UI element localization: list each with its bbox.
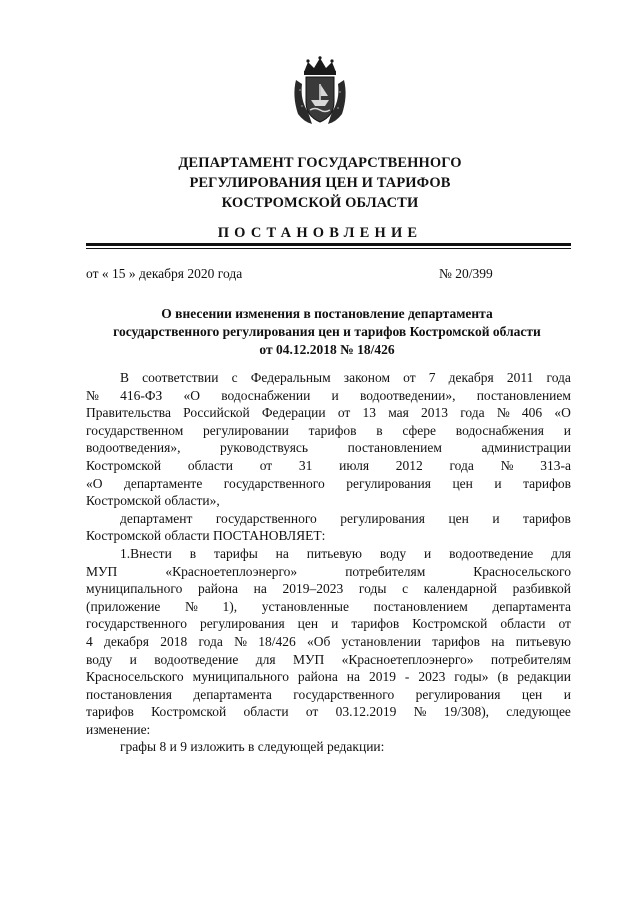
paragraph-legal-basis [86, 369, 571, 510]
word: области [187, 457, 233, 473]
word: регулировании [203, 422, 289, 438]
word: области [500, 616, 546, 632]
word: области [243, 704, 289, 720]
word: для [255, 651, 276, 667]
word: департамент [120, 510, 193, 526]
word: руководствуясь [220, 440, 309, 456]
document-date: от « 15 » декабря 2020 года [86, 266, 243, 281]
word: Федеральным [250, 370, 331, 385]
word: установленные [261, 598, 349, 614]
word: водоотведении», [359, 387, 456, 403]
department-name-line: КОСТРОМСКОЙ ОБЛАСТИ [221, 195, 419, 211]
header-rule-thick [86, 243, 571, 246]
word: цен [452, 475, 473, 491]
word: Российской [183, 405, 250, 421]
document-number: № 20/399 [439, 266, 493, 281]
text-line [86, 563, 571, 581]
word: потребителям [490, 651, 571, 667]
word: Правительства [86, 405, 171, 421]
word: цен [297, 616, 319, 632]
word: МУП [292, 651, 325, 667]
text-line: Костромской области ПОСТАНОВЛЯЕТ: [86, 528, 326, 544]
word: - [404, 669, 410, 685]
word: и [563, 422, 571, 438]
word: 2018 [160, 633, 188, 649]
word: потребителям [345, 563, 426, 579]
text-line [86, 475, 571, 493]
word: года [449, 457, 474, 473]
word: от [259, 457, 273, 473]
text-line: графы 8 и 9 изложить в следующей редакции: [120, 739, 385, 755]
department-name [0, 153, 640, 213]
word: регулирования [199, 616, 285, 632]
word: на [275, 545, 289, 561]
text-line [86, 510, 571, 528]
department-name-line: ДЕПАРТАМЕНТ ГОСУДАРСТВЕННОГО [178, 155, 462, 171]
word: с [402, 581, 409, 597]
word: муниципального [192, 669, 289, 685]
word: Красносельского [86, 669, 184, 685]
word: от [403, 370, 416, 385]
text-line [86, 545, 571, 563]
word: № [234, 633, 247, 649]
word: тарифов [523, 510, 571, 526]
word: 406 [521, 405, 543, 421]
word: МУП [86, 563, 118, 579]
word: тарифов [86, 704, 134, 720]
word: № [185, 598, 198, 614]
word: № [496, 405, 510, 421]
word: и [563, 686, 571, 702]
word: государственного [223, 475, 325, 491]
word: государственного [293, 686, 395, 702]
word: календарной [423, 581, 497, 597]
word: постановления [86, 686, 172, 702]
text-line [86, 404, 571, 422]
word: редакции [517, 669, 571, 685]
word: декабря [448, 370, 494, 385]
word: «О [183, 387, 200, 403]
word: администрации [481, 440, 571, 456]
word: годы [358, 581, 387, 597]
word: тарифов [523, 475, 571, 491]
word: от [305, 704, 319, 720]
text-line [86, 633, 571, 651]
word: Костромской [86, 457, 162, 473]
word: № [413, 704, 427, 720]
text-line [86, 369, 571, 387]
word: и [492, 510, 500, 526]
word: водоотведение [449, 545, 534, 561]
word: департамента [193, 686, 272, 702]
word: воду [379, 545, 407, 561]
word: В [120, 370, 130, 385]
word: постановлением [373, 598, 468, 614]
word: государственного [215, 510, 317, 526]
text-line [86, 439, 571, 457]
word: и [494, 475, 502, 491]
word: цен [521, 686, 543, 702]
word: декабря [103, 633, 150, 649]
text-line [86, 387, 571, 405]
word: тарифов [432, 633, 481, 649]
paragraph-columns-instruction [86, 738, 571, 756]
document-subject [60, 305, 594, 359]
word: и [424, 545, 432, 561]
word: водоснабжении [221, 387, 311, 403]
word: Красносельского [473, 563, 571, 579]
word: «Об [306, 633, 331, 649]
word: и [331, 616, 339, 632]
word: от [558, 616, 571, 632]
text-line [86, 686, 571, 704]
word: года [460, 405, 485, 421]
document-type-title: ПОСТАНОВЛЕНИЕ [217, 225, 423, 241]
word: 7 [428, 370, 436, 385]
document-body [86, 369, 571, 756]
word: водоотведение [154, 651, 239, 667]
word: департамента [492, 598, 571, 614]
word: законом [343, 370, 391, 385]
subject-line: государственного регулирования цен и тарифов Костромской области [113, 324, 541, 339]
paragraph-item-1 [86, 545, 571, 739]
word: регулирования [340, 510, 425, 526]
word: Федерации [261, 405, 326, 421]
word: следующее [506, 704, 571, 720]
word: 2023 [418, 669, 446, 685]
text-line [86, 598, 571, 616]
word: на [253, 581, 267, 597]
word: в [376, 422, 383, 438]
word: регулирования [346, 475, 431, 491]
word: и [331, 387, 339, 403]
word: муниципального [86, 581, 183, 597]
word: 2013 [421, 405, 449, 421]
word: года [546, 370, 571, 385]
word: 18/426 [258, 633, 296, 649]
department-name-line: РЕГУЛИРОВАНИЯ ЦЕН И ТАРИФОВ [189, 175, 451, 191]
word: района [297, 669, 338, 685]
word: разбивкой [512, 581, 571, 597]
word: «О [554, 405, 571, 421]
word: 03.12.2019 [335, 704, 397, 720]
word: на [491, 633, 505, 649]
text-line [86, 668, 571, 686]
word: года [198, 633, 223, 649]
word: от [337, 405, 351, 421]
text-line: Костромской области», [86, 493, 220, 509]
text-line [86, 651, 571, 669]
word: водоснабжения [455, 422, 544, 438]
text-line [86, 580, 571, 598]
word: (в [497, 669, 509, 685]
text-line [86, 615, 571, 633]
word: июля [339, 457, 370, 473]
subject-line: О внесении изменения в постановление департамента [161, 306, 493, 321]
word: 31 [298, 457, 313, 473]
text-line [86, 457, 571, 475]
word: постановлением [347, 440, 442, 456]
paragraph-resolves [86, 510, 571, 545]
word: 1.Внести [120, 545, 172, 561]
word: тарифов [351, 616, 400, 632]
subject-line: от 04.12.2018 № 18/426 [259, 342, 395, 357]
word: 2011 [506, 370, 534, 385]
word: 313-а [540, 457, 571, 473]
word: 13 [362, 405, 376, 421]
word: департаменте [123, 475, 203, 491]
word: цен [448, 510, 469, 526]
header-rule-thin [86, 248, 571, 249]
word: № [500, 457, 514, 473]
word: государственном [86, 422, 184, 438]
word: тарифы [213, 545, 258, 561]
word: «Красноетеплоэнерго» [165, 563, 298, 579]
word: 416-ФЗ [120, 387, 163, 403]
word: Костромской [412, 616, 488, 632]
kostroma-coat-of-arms-icon [290, 56, 350, 126]
word: «Красноетеплоэнерго» [341, 651, 474, 667]
word: и [129, 651, 137, 667]
word: 2012 [395, 457, 423, 473]
word: 19/308), [443, 704, 490, 720]
word: мая [388, 405, 409, 421]
word: (приложение [86, 598, 161, 614]
word: государственного [86, 616, 187, 632]
word: воду [86, 651, 113, 667]
word: на [346, 669, 360, 685]
word: соответствии [142, 370, 219, 385]
word: с [231, 370, 238, 385]
word: для [551, 545, 571, 561]
word: водоотведения», [86, 440, 181, 456]
word: постановлением [476, 387, 571, 403]
word: питьевую [306, 545, 363, 561]
word: «О [86, 475, 103, 491]
text-line: изменение: [86, 721, 151, 737]
text-line [86, 703, 571, 721]
word: сфере [402, 422, 437, 438]
word: регулирования [415, 686, 501, 702]
word: в [189, 545, 197, 561]
word: 1), [222, 598, 238, 614]
word: годы» [454, 669, 489, 685]
word: 2019 [368, 669, 396, 685]
word: 2019–2023 [282, 581, 344, 597]
word: 4 [86, 633, 93, 649]
word: тарифов [308, 422, 357, 438]
word: № [86, 387, 99, 403]
word: Костромской [151, 704, 227, 720]
word: района [198, 581, 238, 597]
word: питьевую [515, 633, 571, 649]
word: установлении [341, 633, 421, 649]
text-line [86, 422, 571, 440]
